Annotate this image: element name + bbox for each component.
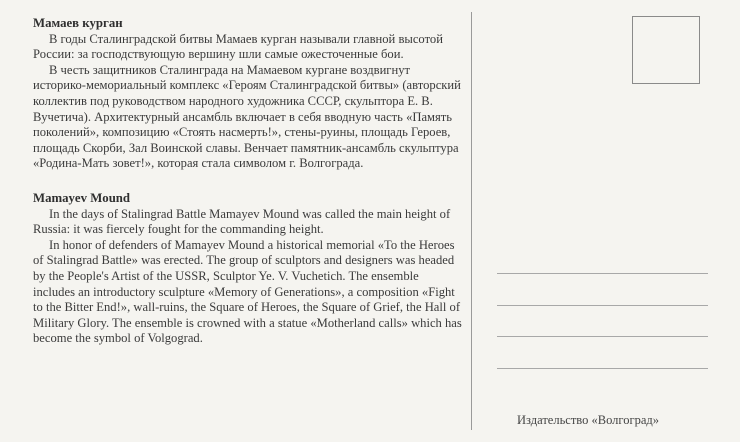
russian-paragraph-1: В годы Сталинградской битвы Мамаев курган называли главной высотой России: за господствующую вершину шли самые ожесточенные бои. bbox=[33, 31, 443, 62]
address-line-1 bbox=[497, 273, 708, 274]
address-line-4 bbox=[497, 368, 708, 369]
address-line-2 bbox=[497, 305, 708, 306]
english-paragraph-2: In honor of defenders of Mamayev Mound a historical memorial «To the Heroes of Stalingrad Battle» was erected. The group of sculptors and designers was headed by the People's Artist of the USSR, Sculptor Ye. V. Vuchetich. The ensemble includes an introductory sculpture «Memory of Generations», a composition «Fight to the Bitter End!», wall-ruins, the Square of Heroes, the Square of Grief, the Hall of Military Glory. The ensemble is crowned with a statue «Motherland calls» which has become the symbol of Volgograd. bbox=[33, 237, 462, 346]
publisher-label: Издательство «Волгоград» bbox=[517, 413, 659, 427]
russian-section bbox=[33, 16, 463, 172]
stamp-box bbox=[632, 16, 700, 84]
address-line-3 bbox=[497, 336, 708, 337]
center-divider bbox=[471, 12, 472, 430]
description-column bbox=[33, 16, 463, 347]
english-title: Mamayev Mound bbox=[33, 190, 131, 205]
russian-paragraph-2: В честь защитников Сталинграда на Мамаевом кургане воздвигнут историко-мемориальный комплекс «Героям Сталинградской битвы» (авторский коллектив под руководством народного художника СССР, скульптора Е. В. Вучетича). Архитектурный ансамбль включает в себя вводную часть «Память поколений», композицию «Стоять насмерть!», стены-руины, площадь Героев, площадь Скорби, Зал Воинской славы. Венчает памятник-ансамбль скульптура «Родина-Мать зовет!», которая стала символом г. Волгограда. bbox=[33, 62, 461, 171]
russian-title: Мамаев курган bbox=[33, 16, 123, 30]
english-section bbox=[33, 191, 463, 347]
english-paragraph-1: In the days of Stalingrad Battle Mamayev Mound was called the main height of Russia: it was fiercely fought for the commanding height. bbox=[33, 206, 451, 237]
